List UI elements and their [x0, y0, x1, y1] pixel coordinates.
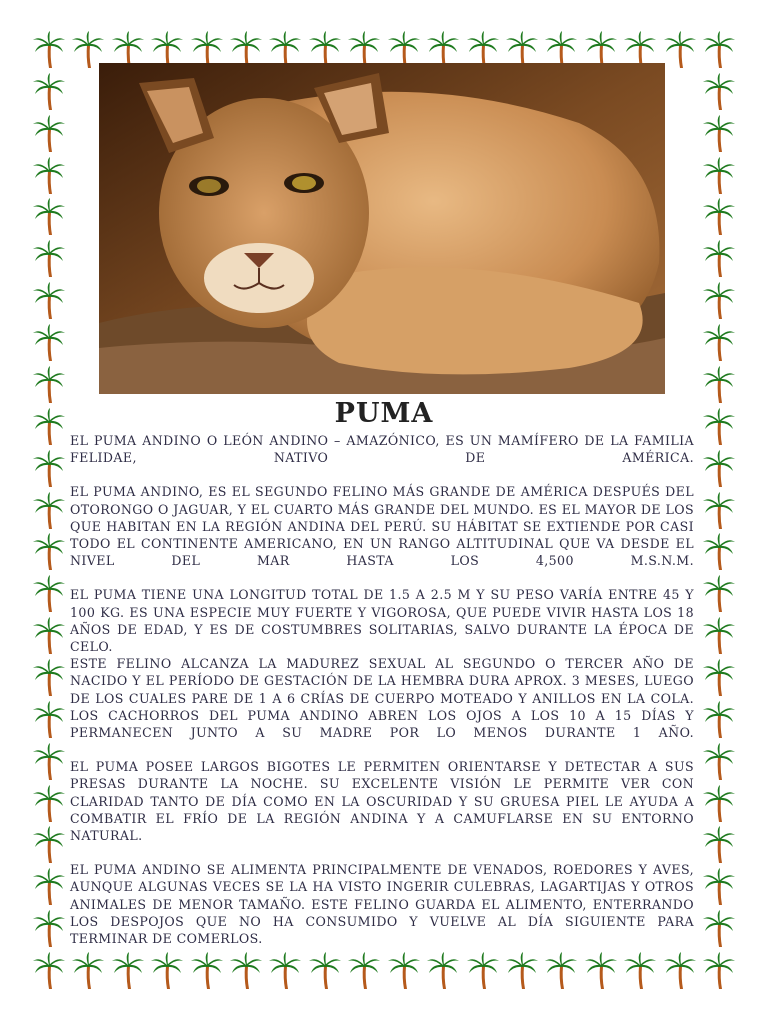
palm-tree-icon	[32, 868, 66, 906]
paragraph-size: EL PUMA TIENE UNA LONGITUD TOTAL DE 1.5 A 2.5 M Y SU PESO VARÍA ENTRE 45 Y 100 KG. ES UNA ESPECIE MUY FUERTE Y VIGOROSA, QUE PUEDE VIVIR HASTA LOS 18 AÑOS DE EDAD, Y ES DE COSTUMBRES SOLITARIAS, SALVO DURANTE LA ÉPOCA DE CELO.	[70, 587, 694, 655]
palm-tree-icon	[32, 450, 66, 488]
palm-tree-icon	[702, 73, 736, 111]
palm-tree-icon	[32, 31, 66, 69]
palm-tree-icon	[32, 492, 66, 530]
palm-tree-icon	[702, 910, 736, 948]
article-body	[70, 432, 694, 964]
palm-tree-icon	[702, 324, 736, 362]
palm-tree-icon	[702, 450, 736, 488]
palm-tree-icon	[32, 240, 66, 278]
paragraph-diet: EL PUMA ANDINO SE ALIMENTA PRINCIPALMENTE DE VENADOS, ROEDORES Y AVES, AUNQUE ALGUNAS VECES SE LA HA VISTO INGERIR CULEBRAS, LAGARTIJAS Y OTROS ANIMALES DE MENOR TAMAÑO. ESTE FELINO GUARDA EL ALIMENTO, ENTERRANDO LOS DESPOJOS QUE NO HA CONSUMIDO Y VUELVE AL DÍA SIGUIENTE PARA TERMINAR DE COMERLOS.	[70, 862, 694, 947]
paragraph-intro: EL PUMA ANDINO O LEÓN ANDINO – AMAZÓNICO, ES UN MAMÍFERO DE LA FAMILIA FELIDAE, NATIVO DE AMÉRICA.	[70, 433, 694, 466]
palm-tree-icon	[32, 617, 66, 655]
palm-tree-icon	[32, 952, 66, 990]
palm-tree-icon	[32, 115, 66, 153]
palm-tree-icon	[32, 785, 66, 823]
palm-tree-icon	[702, 157, 736, 195]
palm-tree-icon	[702, 282, 736, 320]
palm-tree-icon	[32, 826, 66, 864]
palm-tree-icon	[702, 826, 736, 864]
palm-tree-icon	[32, 282, 66, 320]
palm-tree-icon	[702, 533, 736, 571]
palm-tree-icon	[702, 617, 736, 655]
palm-tree-icon	[702, 952, 736, 990]
palm-tree-icon	[32, 73, 66, 111]
palm-tree-icon	[32, 575, 66, 613]
palm-tree-icon	[702, 240, 736, 278]
palm-tree-icon	[32, 157, 66, 195]
palm-tree-icon	[32, 743, 66, 781]
palm-tree-icon	[702, 492, 736, 530]
palm-tree-icon	[32, 701, 66, 739]
palm-tree-icon	[702, 575, 736, 613]
page-title: PUMA	[334, 398, 434, 429]
palm-tree-icon	[32, 659, 66, 697]
palm-tree-icon	[32, 910, 66, 948]
palm-tree-icon	[32, 324, 66, 362]
puma-photo	[99, 63, 665, 394]
palm-tree-icon	[702, 198, 736, 236]
palm-tree-icon	[702, 115, 736, 153]
puma-image	[99, 63, 665, 394]
paragraph-habitat: EL PUMA ANDINO, ES EL SEGUNDO FELINO MÁS GRANDE DE AMÉRICA DESPUÉS DEL OTORONGO O JAGUAR, Y EL CUARTO MÁS GRANDE DEL MUNDO. ES EL MAYOR DE LOS QUE HABITAN EN LA REGIÓN ANDINA DEL PERÚ. SU HÁBITAT SE EXTIENDE POR CASI TODO EL CONTINENTE AMERICANO, EN UN RANGO ALTITUDINAL QUE VA DESDE EL NIVEL DEL MAR HASTA LOS 4,500 M.S.N.M.	[70, 484, 694, 569]
palm-tree-icon	[702, 785, 736, 823]
paragraph-senses: EL PUMA POSEE LARGOS BIGOTES LE PERMITEN ORIENTARSE Y DETECTAR A SUS PRESAS DURANTE LA NOCHE. SU EXCELENTE VISIÓN LE PERMITE VER CON CLARIDAD TANTO DE DÍA COMO EN LA OSCURIDAD Y SU GRUESA PIEL LE AYUDA A COMBATIR EL FRÍO DE LA REGIÓN ANDINA Y A CAMUFLARSE EN SU ENTORNO NATURAL.	[70, 759, 694, 844]
palm-tree-icon	[702, 868, 736, 906]
palm-tree-icon	[702, 743, 736, 781]
palm-tree-icon	[32, 533, 66, 571]
palm-tree-icon	[663, 31, 697, 69]
palm-tree-icon	[702, 701, 736, 739]
palm-tree-icon	[702, 659, 736, 697]
palm-tree-icon	[32, 198, 66, 236]
paragraph-reproduction: ESTE FELINO ALCANZA LA MADUREZ SEXUAL AL SEGUNDO O TERCER AÑO DE NACIDO Y EL PERÍODO DE GESTACIÓN DE LA HEMBRA DURA APROX. 3 MESES, LUEGO DE LOS CUALES PARE DE 1 A 6 CRÍAS DE CUERPO MOTEADO Y ANILLOS EN LA COLA. LOS CACHORROS DEL PUMA ANDINO ABREN LOS OJOS A LOS 10 A 15 DÍAS Y PERMANECEN JUNTO A SU MADRE POR LO MENOS DURANTE 1 AÑO.	[70, 656, 694, 741]
palm-tree-icon	[702, 31, 736, 69]
